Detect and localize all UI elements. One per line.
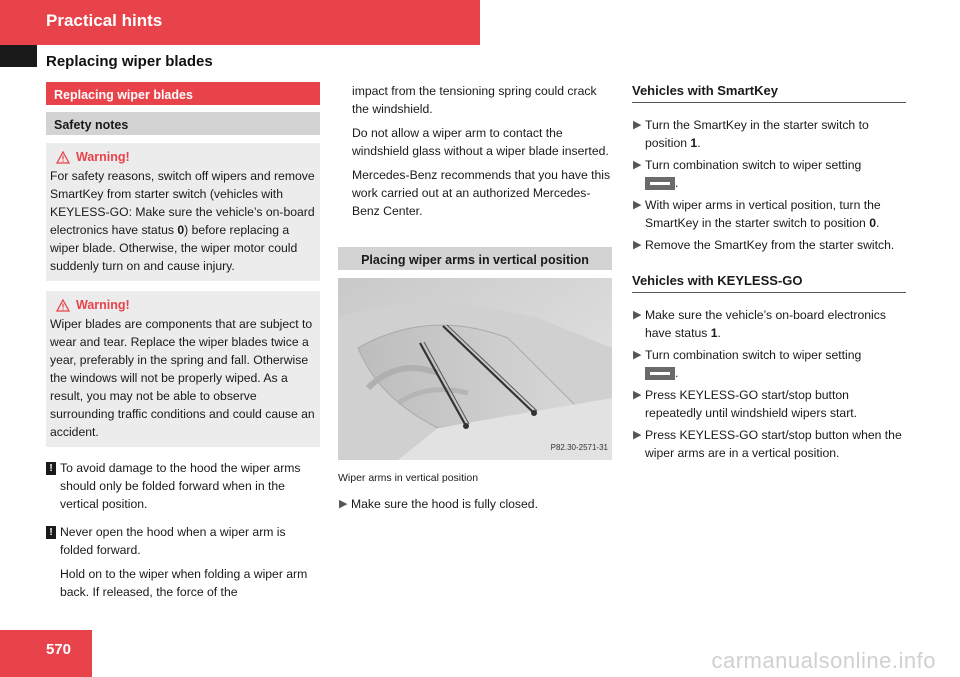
step-text: Make sure the hood is fully closed. [351, 497, 538, 511]
instruction-step: ▶ Turn combination switch to wiper setting . [633, 158, 862, 190]
instruction-step: ▶ Turn the SmartKey in the starter switch to position 1. [633, 118, 869, 150]
caution-text: Mercedes-Benz recommends that you have this work carried out at an authorized Mercedes-Benz Center. [352, 168, 611, 218]
figure-caption: Wiper arms in vertical position [338, 472, 479, 484]
safety-notes-heading: Safety notes [46, 112, 320, 135]
caution-text: impact from the tensioning spring could crack the windshield. [352, 84, 597, 116]
caution-text: Hold on to the wiper when folding a wiper arm back. If released, the force of the [60, 567, 308, 599]
instruction-step: ▶ With wiper arms in vertical position, turn the SmartKey in the starter switch to position 0. [633, 198, 881, 230]
step-arrow-icon: ▶ [633, 389, 642, 401]
instruction-step [338, 495, 612, 513]
step-text: With wiper arms in vertical position, turn the SmartKey in the starter switch to position [645, 198, 881, 230]
replacing-wiper-blades-heading: Replacing wiper blades [46, 82, 320, 105]
keyless-go-heading: Vehicles with KEYLESS-GO [632, 272, 906, 293]
status-value: 1 [710, 326, 718, 340]
caution-note [46, 523, 320, 559]
step-text: Turn combination switch to wiper setting [645, 348, 862, 362]
step-text: Turn the SmartKey in the starter switch to position [645, 118, 869, 150]
step-arrow-icon: ▶ [339, 498, 348, 510]
instruction-step: ▶ Turn combination switch to wiper setting . [633, 348, 862, 380]
section-title: Practical hints [46, 11, 163, 30]
page-subtitle: Replacing wiper blades [46, 53, 213, 70]
caution-text: To avoid damage to the hood the wiper arms should only be folded forward when in the vertical position. [60, 461, 301, 511]
instruction-step [632, 426, 906, 462]
figure-code: P82.30-2571-31 [550, 443, 608, 452]
car-windshield-drawing [338, 278, 612, 460]
warning-box [46, 291, 320, 447]
status-value: 0 [177, 223, 185, 237]
step-arrow-icon: ▶ [633, 239, 642, 251]
warning-title-text: Warning! [76, 150, 130, 164]
warning-box [46, 143, 320, 281]
step-text: Make sure the vehicle’s on-board electronics have status [645, 308, 886, 340]
watermark: carmanualsonline.info [711, 648, 936, 673]
column-left [46, 82, 320, 601]
smartkey-heading: Vehicles with SmartKey [632, 82, 906, 103]
step-text: Remove the SmartKey from the starter switch. [645, 238, 895, 252]
instruction-step: ▶ Make sure the vehicle’s on-board electronics have status 1. [633, 308, 886, 340]
header-tab-marker [0, 45, 37, 67]
position-value: 0 [869, 216, 876, 230]
step-arrow-icon: ▶ [633, 159, 642, 171]
instruction-step [632, 236, 906, 254]
step-text: Press KEYLESS-GO start/stop button when the wiper arms are in a vertical position. [645, 428, 902, 460]
step-arrow-icon: ▶ [633, 309, 642, 321]
warning-title-text: Warning! [76, 298, 130, 312]
page-number: 570 [46, 641, 72, 658]
warning-text-part: For safety reasons, switch off wipers and remove SmartKey from starter switch (vehicles with KEYLESS-GO: Make sure the vehicle’s on-board electronics have status [50, 169, 315, 237]
step-arrow-icon: ▶ [633, 349, 642, 361]
caution-icon: ! [46, 462, 56, 475]
caution-text: Never open the hood when a wiper arm is folded forward. [60, 525, 286, 557]
instruction-step [632, 386, 906, 422]
warning-triangle-icon [56, 299, 70, 312]
caution-continued [338, 82, 612, 118]
caution-paragraph [338, 124, 612, 160]
warning-triangle-icon [56, 151, 70, 164]
wiper-setting-icon [645, 177, 675, 190]
column-right [632, 82, 906, 466]
position-value: 1 [690, 136, 698, 150]
caution-text: Do not allow a wiper arm to contact the windshield glass without a wiper blade inserted. [352, 126, 609, 158]
caution-icon: ! [46, 526, 56, 539]
step-arrow-icon: ▶ [633, 199, 642, 211]
warning-title [50, 295, 316, 315]
step-arrow-icon: ▶ [633, 119, 642, 131]
warning-text: Wiper blades are components that are subject to wear and tear. Replace the wiper blades twice a year, preferably in the spring and fall. Otherwise the windows will not be properly wiped. As a result, you may not be able to observe surrounding traffic conditions and could cause an accident. [50, 317, 315, 439]
step-arrow-icon: ▶ [633, 429, 642, 441]
step-text: Press KEYLESS-GO start/stop button repeatedly until windshield wipers start. [645, 388, 858, 420]
warning-text-part: ) before replacing a wiper blade. Otherwise, the wiper motor could suddenly turn on and cause injury. [50, 223, 298, 273]
step-text: Turn combination switch to wiper setting [645, 158, 862, 172]
caution-paragraph [338, 166, 612, 220]
wiper-arms-illustration [338, 278, 612, 460]
wiper-setting-icon [645, 367, 675, 380]
caution-note [46, 459, 320, 513]
caution-continued [46, 565, 320, 601]
placing-wiper-arms-heading: Placing wiper arms in vertical position [338, 247, 612, 270]
column-middle [338, 82, 612, 517]
warning-text [50, 167, 316, 275]
warning-title [50, 147, 316, 167]
